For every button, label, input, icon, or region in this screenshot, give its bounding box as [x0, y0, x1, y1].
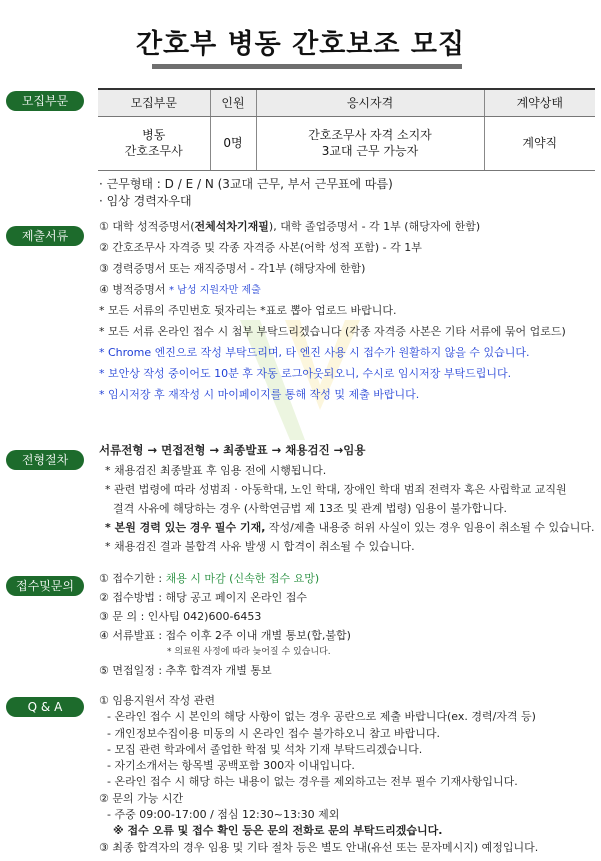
qualification-line: 3교대 근무 가능자 — [321, 144, 419, 158]
contact-deadline: ① 접수기한 : 채용 시 마감 (신속한 접수 요망) — [99, 572, 320, 585]
table-row — [98, 116, 595, 170]
qa-subitem: - 개인정보수집이용 미동의 시 온라인 접수 불가하오니 참고 바랍니다. — [107, 726, 440, 740]
contact-announce-note: * 의료원 사정에 따라 늦어질 수 있습니다. — [167, 647, 331, 657]
qa-item: ② 문의 가능 시간 — [99, 791, 184, 805]
section-label-documents: 제출서류 — [6, 226, 84, 246]
documents-section — [99, 216, 595, 405]
process-note: 결격 사유에 해당하는 경우 (사학연금법 제 13조 및 관계 법령) 임용이 불가합니다. — [113, 502, 507, 515]
doc-item: ④ 병적증명서 * 남성 지원자만 제출 — [99, 283, 261, 296]
section-label-contact: 접수및문의 — [6, 576, 84, 596]
process-note: * 관련 법령에 따라 성범죄 · 아동학대, 노인 학대, 장애인 학대 범죄 전력자 혹은 사립학교 교직원 — [105, 483, 567, 496]
doc-note-blue: * 보안상 작성 중이어도 10분 후 자동 로그아웃되오니, 수시로 임시저장 부탁드립니다. — [99, 367, 512, 380]
qualification-line: 간호조무사 자격 소지자 — [308, 128, 432, 142]
table-cell-count: 0명 — [210, 116, 256, 170]
table-header-row — [98, 89, 595, 116]
contact-interview: ⑤ 면접일정 : 추후 합격자 개별 통보 — [99, 664, 272, 677]
contact-section — [99, 569, 595, 681]
qa-subitem-bold: ※ 접수 오류 및 접수 확인 등은 문의 전화로 문의 부탁드리겠습니다. — [113, 824, 443, 838]
qa-subitem: - 주중 09:00-17:00 / 점심 12:30~13:30 제외 — [107, 808, 340, 822]
process-flow: 서류전형 → 면접전형 → 최종발표 → 채용검진 →임용 — [99, 443, 366, 457]
process-note: * 채용검진 결과 불합격 사유 발생 시 합격이 취소될 수 있습니다. — [105, 540, 415, 553]
table-cell-status: 계약직 — [484, 116, 595, 170]
section-label-recruit: 모집부문 — [6, 91, 84, 111]
section-label-process: 전형절차 — [6, 450, 84, 470]
doc-note: * 모든 서류 온라인 접수 시 첨부 부탁드리겠습니다 (각종 자격증 사본은 기타 서류에 묶어 업로드) — [99, 325, 566, 338]
doc-note-blue: * Chrome 엔진으로 작성 부탁드리며, 타 엔진 사용 시 접수가 원활하지 않을 수 있습니다. — [99, 346, 530, 359]
doc-note: * 모든 서류의 주민번호 뒷자리는 *표로 뽑아 업로드 바랍니다. — [99, 304, 397, 317]
recruit-table — [98, 88, 595, 171]
doc-item: ① 대학 성적증명서(전체석차기재필), 대학 졸업증명서 - 각 1부 (해당자에 한함) — [99, 220, 481, 233]
note-line: · 임상 경력자우대 — [99, 194, 192, 208]
note-line: · 근무형태 : D / E / N (3교대 근무, 부서 근무표에 따름) — [99, 177, 393, 191]
table-header: 인원 — [210, 89, 256, 116]
contact-inquiry: ③ 문 의 : 인사팀 042)600-6453 — [99, 610, 262, 623]
section-label-qa: Q & A — [6, 697, 84, 717]
dept-line: 간호조무사 — [124, 144, 183, 158]
contact-announce: ④ 서류발표 : 접수 이후 2주 이내 개별 통보(합,불합) — [99, 629, 351, 642]
page-title: 간호부 병동 간호보조 모집 — [135, 29, 466, 60]
doc-note-blue: * 임시저장 후 재작성 시 마이페이지를 통해 작성 및 제출 바랍니다. — [99, 388, 420, 401]
table-cell-dept — [98, 116, 210, 170]
qa-subitem: - 모집 관련 학과에서 졸업한 학점 및 석차 기재 부탁드리겠습니다. — [107, 742, 423, 756]
table-header: 응시자격 — [256, 89, 484, 116]
qa-item: ① 임용지원서 작성 관련 — [99, 694, 215, 707]
process-note: * 채용검진 최종발표 후 임용 전에 시행됩니다. — [105, 464, 327, 477]
doc-item: ③ 경력증명서 또는 재직증명서 - 각1부 (해당자에 한함) — [99, 262, 366, 275]
qa-item: ③ 최종 합격자의 경우 임용 및 기타 절차 등은 별도 안내(유선 또는 문자메시지) 예정입니다. — [99, 840, 539, 854]
process-section — [99, 440, 595, 556]
doc-item: ② 간호조무사 자격증 및 각종 자격증 사본(어학 성적 포함) - 각 1부 — [99, 241, 422, 254]
qa-section — [99, 693, 595, 856]
dept-line: 병동 — [142, 128, 166, 142]
qa-subitem: - 온라인 접수 시 해당 하는 내용이 없는 경우를 제외하고는 전부 필수 기재사항입니다. — [107, 775, 518, 789]
qa-subitem: - 자기소개서는 항목별 공백포함 300자 이내입니다. — [107, 759, 355, 773]
recruit-notes — [99, 176, 595, 210]
qa-subitem: - 온라인 접수 시 본인의 해당 사항이 없는 경우 공란으로 제출 바랍니다(ex. 경력/자격 등) — [107, 710, 536, 724]
contact-method: ② 접수방법 : 해당 공고 페이지 온라인 접수 — [99, 591, 308, 604]
process-note: * 본원 경력 있는 경우 필수 기재, 작성/제출 내용중 허위 사실이 있는 경우 임용이 취소될 수 있습니다. — [105, 521, 595, 534]
title-underline — [152, 64, 462, 69]
table-header: 계약상태 — [484, 89, 595, 116]
table-cell-qualification — [256, 116, 484, 170]
table-header: 모집부문 — [98, 89, 210, 116]
